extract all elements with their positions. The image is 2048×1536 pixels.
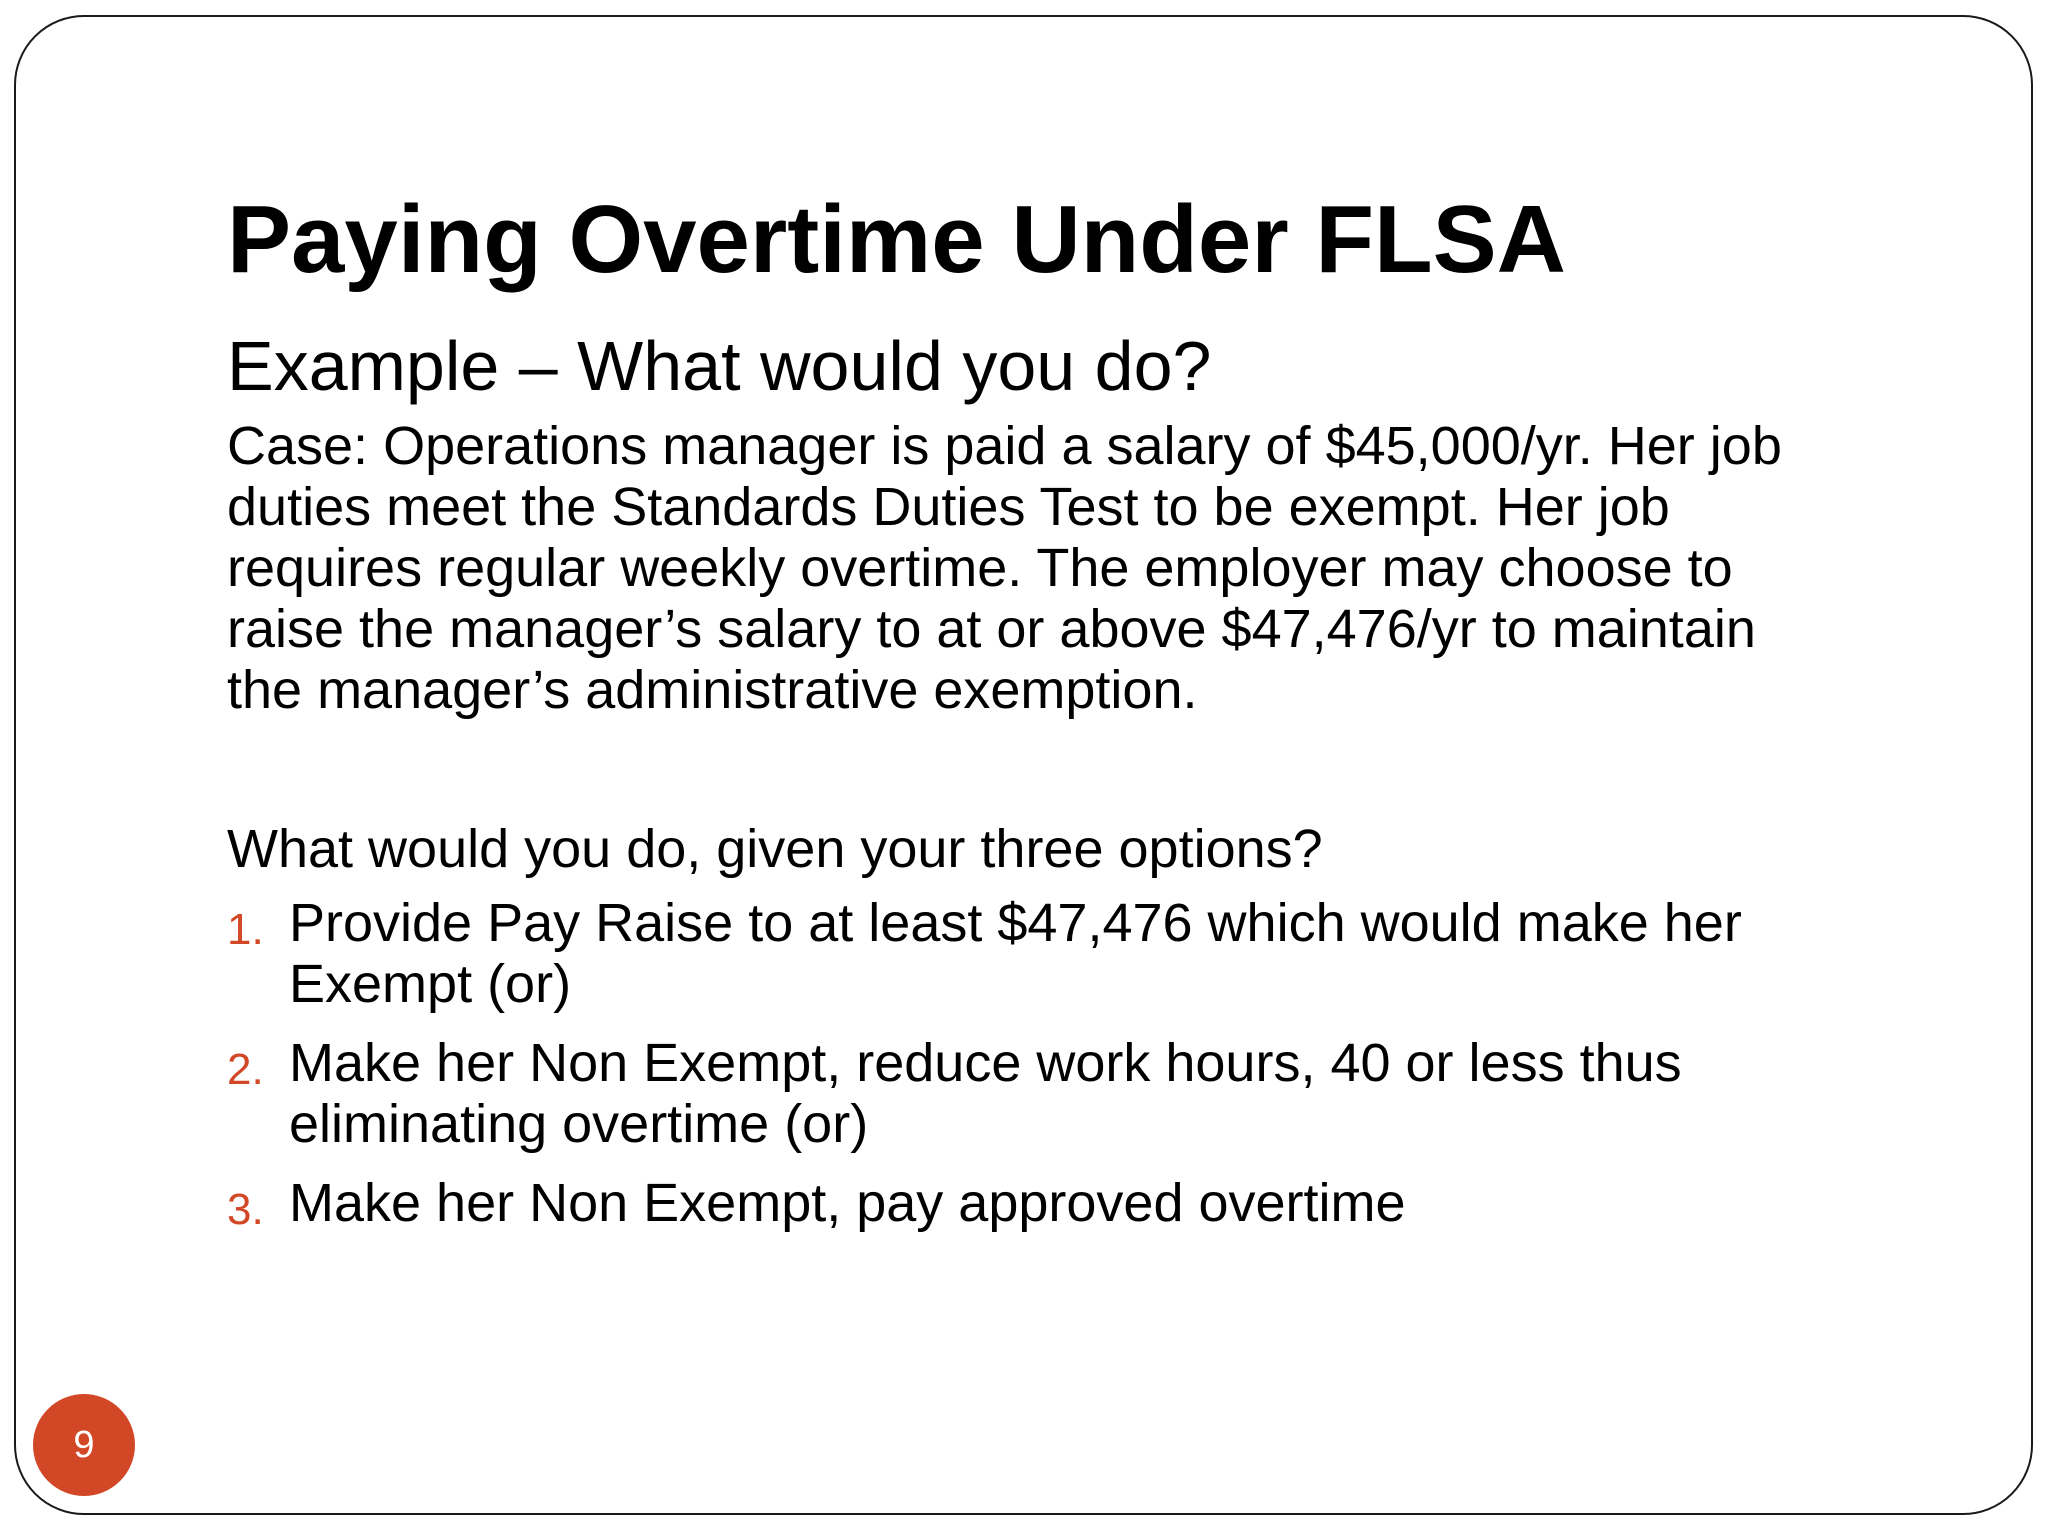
slide-content bbox=[227, 180, 1907, 1258]
option-text: Provide Pay Raise to at least $47,476 which would make her Exempt (or) bbox=[289, 893, 1742, 1014]
option-number: 3. bbox=[227, 1185, 264, 1234]
page-number: 9 bbox=[73, 1423, 95, 1466]
page-number-badge bbox=[33, 1394, 135, 1496]
option-item bbox=[227, 893, 1907, 1015]
option-item bbox=[227, 1033, 1907, 1155]
option-text: Make her Non Exempt, pay approved overtime bbox=[289, 1173, 1406, 1233]
options-list bbox=[227, 893, 1907, 1240]
slide-subtitle: Example – What would you do? bbox=[227, 327, 1212, 405]
case-description: Case: Operations manager is paid a salary of $45,000/yr. Her job duties meet the Standards Duties Test to be exempt. Her job requires regular weekly overtime. The employer may choose to raise the manager’s salary to at or above $47,476/yr to maintain the manager’s administrative exemption. bbox=[227, 416, 1782, 720]
option-number: 1. bbox=[227, 905, 264, 954]
slide-title: Paying Overtime Under FLSA bbox=[227, 186, 1566, 293]
option-item bbox=[227, 1173, 1907, 1240]
question-text: What would you do, given your three options? bbox=[227, 819, 1323, 879]
option-number: 2. bbox=[227, 1045, 264, 1094]
option-text: Make her Non Exempt, reduce work hours, 40 or less thus eliminating overtime (or) bbox=[289, 1033, 1682, 1154]
